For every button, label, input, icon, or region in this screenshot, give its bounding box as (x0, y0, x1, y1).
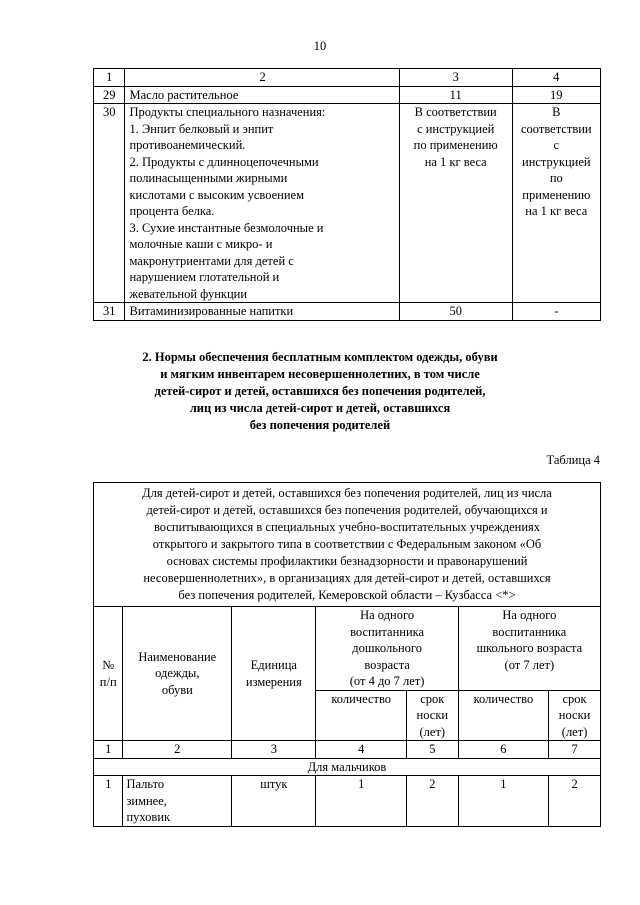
item-quantity: 1 (316, 776, 406, 827)
text-line: № (102, 658, 115, 672)
title-line: 2. Нормы обеспечения бесплатным комплектом одежды, обуви (142, 350, 498, 364)
text-line: дошкольного (352, 641, 422, 655)
title-line: без попечения родителей (249, 418, 391, 432)
text-line: носки (558, 708, 591, 722)
sub-header-term (406, 690, 458, 741)
section-row-boys (94, 758, 601, 776)
text-line: воспитанника (350, 624, 425, 639)
header-cell: 2 (125, 69, 399, 87)
text-line: Единица (250, 658, 297, 672)
item-name: Витаминизированные напитки (125, 303, 399, 321)
row-number: 30 (94, 104, 125, 303)
col-number-header (94, 607, 123, 741)
text-line: школьного возраста (476, 641, 583, 655)
index-cell: 1 (94, 741, 123, 759)
text-line: без попечения родителей, Кемеровской области – Кузбасса <*> (178, 588, 516, 602)
group-header-school (458, 607, 600, 691)
text-line: Пальто (126, 777, 165, 791)
text-line: полинасыщенными жирными (129, 171, 288, 185)
text-line: (лет) (561, 724, 588, 739)
column-header-row (94, 607, 601, 691)
text-line: детей-сирот и детей, оставшихся без попечения родителей, обучающихся и (146, 503, 548, 517)
text-line: пуховик (126, 810, 171, 824)
index-cell: 2 (123, 741, 232, 759)
page-number: 10 (313, 39, 327, 53)
norm-value: 19 (512, 86, 600, 104)
col-unit-header (232, 607, 316, 741)
text-line: одежды, (155, 666, 200, 681)
text-line: 1. Энпит белковый и энпит (129, 121, 274, 136)
text-line: (от 7 лет) (504, 657, 555, 672)
food-norms-table (93, 68, 601, 321)
text-line: срок (420, 691, 445, 706)
item-name: Масло растительное (125, 86, 399, 104)
table-row (94, 776, 601, 827)
text-line: 2. Продукты с длинноцепочечными (129, 154, 319, 169)
row-number: 1 (94, 776, 123, 827)
row-number: 29 (94, 86, 125, 104)
text-line: жевательной функции (129, 286, 248, 301)
row-number: 31 (94, 303, 125, 321)
text-line: В (552, 105, 561, 119)
text-line: Для детей-сирот и детей, оставшихся без попечения родителей, лиц из числа (142, 486, 552, 500)
index-row (94, 741, 601, 759)
item-term: 2 (549, 776, 601, 827)
text-line: носки (416, 708, 449, 722)
text-line: с инструкцией (417, 121, 495, 136)
text-line: соответствии (520, 121, 592, 136)
text-line: с (553, 138, 560, 152)
text-line: на 1 кг веса (525, 204, 588, 218)
text-line: противоанемический. (129, 138, 246, 152)
header-cell: 3 (399, 69, 512, 87)
text-line: срок (562, 691, 587, 706)
table-row (94, 104, 601, 303)
text-line: процента белка. (129, 204, 215, 218)
text-line: нарушением глотательной и (129, 270, 280, 284)
text-line: 3. Сухие инстантные безмолочные и (129, 220, 324, 235)
text-line: Продукты специального назначения: (129, 105, 326, 119)
index-cell: 7 (549, 741, 601, 759)
table-header-row (94, 69, 601, 87)
header-cell: 1 (94, 69, 125, 87)
intro-row (94, 483, 601, 607)
text-line: Наименование (138, 649, 217, 664)
index-cell: 4 (316, 741, 406, 759)
sub-header-quantity: количество (458, 690, 548, 741)
header-cell: 4 (512, 69, 600, 87)
text-line: на 1 кг веса (424, 154, 487, 169)
item-name (125, 104, 399, 303)
text-line: инструкцией (522, 154, 591, 169)
norm-value: - (512, 303, 600, 321)
text-line: по (549, 171, 563, 185)
norm-value: 50 (399, 303, 512, 321)
title-line: детей-сирот и детей, оставшихся без попечения родителей, (154, 384, 486, 398)
table-row (94, 303, 601, 321)
title-line: и мягким инвентарем несовершеннолетних, в том числе (160, 367, 480, 381)
item-term: 2 (406, 776, 458, 827)
text-line: На одного (360, 608, 415, 622)
table-row (94, 86, 601, 104)
text-line: На одного (502, 608, 557, 622)
text-line: возраста (364, 657, 410, 672)
index-cell: 6 (458, 741, 548, 759)
text-line: макронутриентами для детей с (129, 253, 294, 268)
text-line: воспитывающихся в специальных учебно-воспитательных учреждениях (153, 520, 541, 534)
col-name-header (123, 607, 232, 741)
norm-value: 11 (399, 86, 512, 104)
text-line: основах системы профилактики безнадзорности и правонарушений (166, 554, 528, 568)
item-unit: штук (232, 776, 316, 827)
text-line: (от 4 до 7 лет) (349, 674, 425, 688)
group-header-preschool (316, 607, 458, 691)
text-line: несовершеннолетних», в организациях для детей-сирот и детей, оставшихся (143, 571, 551, 585)
text-line: измерения (245, 674, 302, 689)
intro-cell (94, 483, 601, 607)
sub-header-term (549, 690, 601, 741)
table-caption: Таблица 4 (546, 453, 600, 467)
text-line: п/п (99, 674, 117, 689)
title-line: лиц из числа детей-сирот и детей, оставшихся (189, 401, 451, 415)
text-line: по применению (413, 138, 498, 152)
text-line: зимнее, (126, 793, 167, 808)
text-line: обуви (161, 682, 193, 697)
section-title (100, 349, 540, 434)
norm-value (512, 104, 600, 303)
index-cell: 3 (232, 741, 316, 759)
text-line: применению (522, 187, 591, 202)
text-line: кислотами с высоким усвоением (129, 187, 304, 202)
text-line: открытого и закрытого типа в соответствии с Федеральным законом «Об (152, 537, 542, 551)
item-quantity: 1 (458, 776, 548, 827)
index-cell: 5 (406, 741, 458, 759)
text-line: (лет) (419, 724, 446, 739)
text-line: воспитанника (492, 624, 567, 639)
item-name (123, 776, 232, 827)
section-label: Для мальчиков (94, 758, 601, 776)
sub-header-quantity: количество (316, 690, 406, 741)
norm-value (399, 104, 512, 303)
clothing-norms-table (93, 482, 601, 827)
text-line: В соответствии (414, 105, 497, 119)
text-line: молочные каши с микро- и (129, 237, 273, 251)
